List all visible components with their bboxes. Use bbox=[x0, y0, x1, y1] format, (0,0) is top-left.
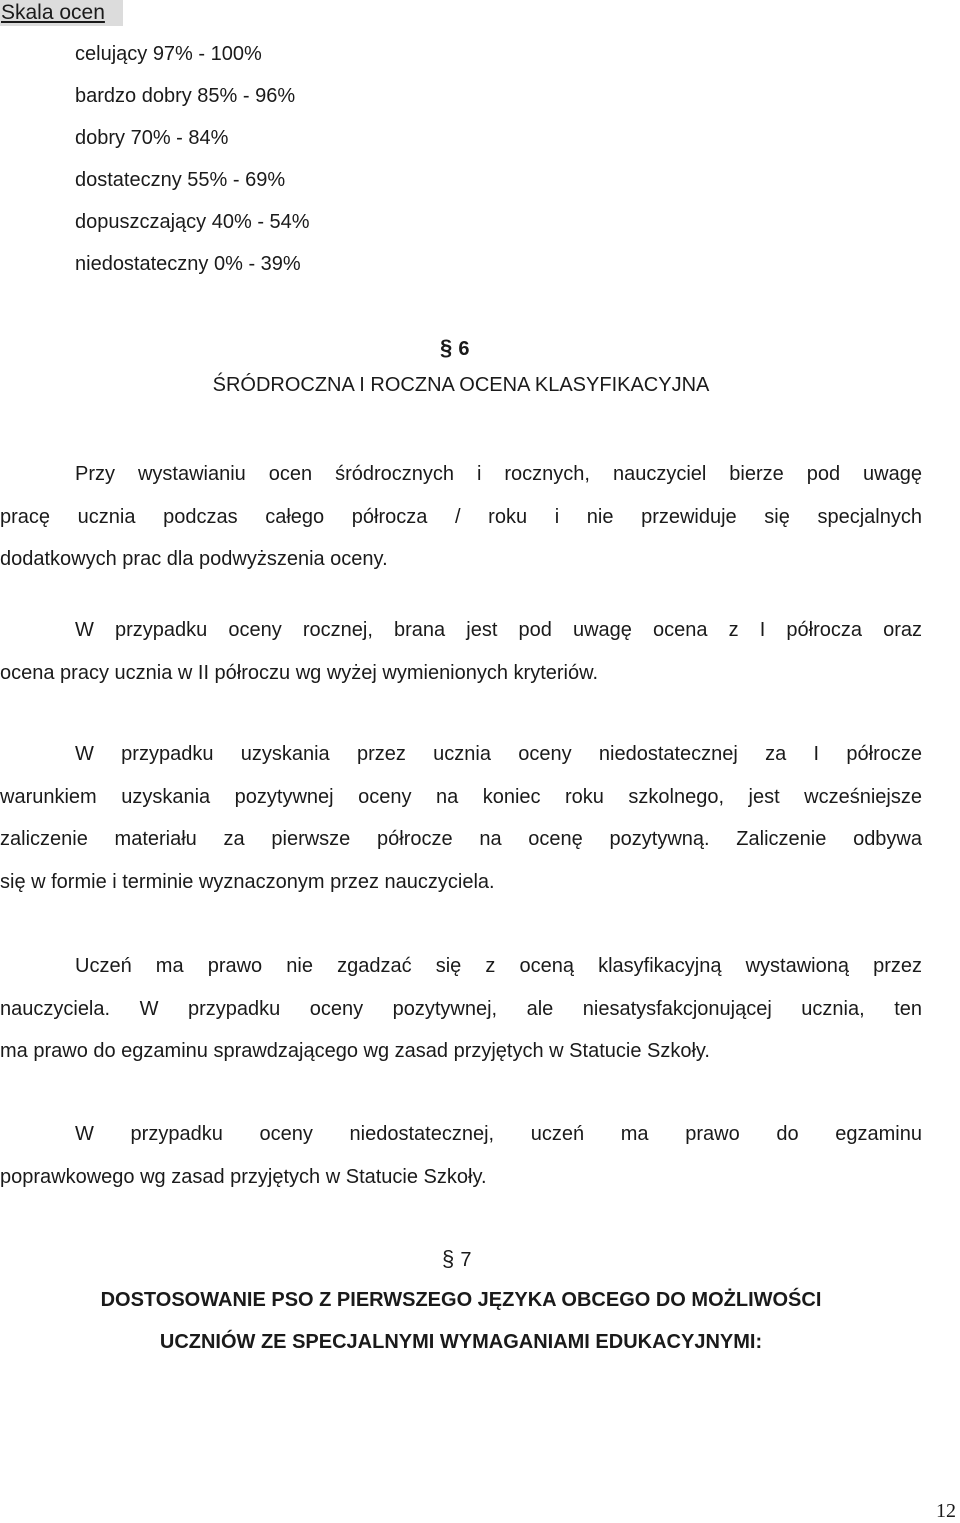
section-7-title-line-2: UCZNIÓW ZE SPECJALNYMI WYMAGANIAMI EDUKACYJNYMI: bbox=[159, 1331, 763, 1353]
paragraph-line: W przypadku oceny rocznej, brana jest pod uwagę ocena z I półrocza oraz bbox=[75, 619, 922, 641]
paragraph-line: ma prawo do egzaminu sprawdzającego wg zasad przyjętych w Statucie Szkoły. bbox=[0, 1040, 710, 1062]
paragraph-line: W przypadku oceny niedostatecznej, uczeń ma prawo do egzaminu bbox=[75, 1123, 922, 1145]
paragraph-line: W przypadku uzyskania przez ucznia oceny niedostatecznej za I półrocze bbox=[75, 743, 922, 765]
paragraph-line: nauczyciela. W przypadku oceny pozytywnej, ale niesatysfakcjonującej ucznia, ten bbox=[0, 997, 922, 1020]
section-sign: § bbox=[440, 335, 453, 360]
paragraph-line: Uczeń ma prawo nie zgadzać się z oceną klasyfikacyjną wystawioną przez bbox=[75, 955, 922, 977]
paragraph-line: zaliczenie materiału za pierwsze półrocze na ocenę pozytywną. Zaliczenie odbywa bbox=[0, 828, 922, 850]
paragraph-line: się w formie i terminie wyznaczonym przez nauczyciela. bbox=[0, 870, 495, 893]
paragraph-line: ocena pracy ucznia w II półroczu wg wyżej wymienionych kryteriów. bbox=[0, 661, 599, 684]
paragraph-line: pracę ucznia podczas całego półrocza / roku i nie przewiduje się specjalnych bbox=[0, 505, 922, 528]
paragraph-1 bbox=[0, 453, 922, 581]
paragraph-3 bbox=[0, 733, 922, 903]
paragraph-2 bbox=[0, 609, 922, 694]
grade-item-niedostateczny: niedostateczny 0% - 39% bbox=[75, 253, 301, 275]
section-7-marker bbox=[442, 1245, 472, 1274]
grade-item-bardzo-dobry: bardzo dobry 85% - 96% bbox=[75, 85, 296, 107]
paragraph-5 bbox=[0, 1113, 922, 1198]
grade-item-dostateczny: dostateczny 55% - 69% bbox=[75, 169, 286, 191]
paragraph-line: dodatkowych prac dla podwyższenia oceny. bbox=[0, 548, 388, 570]
paragraph-line: warunkiem uzyskania pozytywnej oceny na koniec roku szkolnego, jest wcześniejsze bbox=[0, 785, 922, 808]
grade-item-dopuszczajacy: dopuszczający 40% - 54% bbox=[75, 211, 310, 233]
page-number: 12 bbox=[936, 1500, 956, 1522]
grading-scale-list bbox=[75, 33, 310, 285]
section-number: 7 bbox=[460, 1249, 472, 1271]
grading-scale-title: Skala ocen bbox=[0, 0, 123, 26]
grade-item-celujacy: celujący 97% - 100% bbox=[75, 43, 262, 65]
paragraph-line: poprawkowego wg zasad przyjętych w Statucie Szkoły. bbox=[0, 1165, 487, 1188]
section-7-title-line-1: DOSTOSOWANIE PSO Z PIERWSZEGO JĘZYKA OBCEGO DO MOŻLIWOŚCI bbox=[100, 1289, 822, 1311]
paragraph-4 bbox=[0, 945, 922, 1073]
section-number: 6 bbox=[458, 338, 470, 360]
section-sign: § bbox=[442, 1246, 455, 1271]
section-6-marker bbox=[440, 334, 470, 363]
paragraph-line: Przy wystawianiu ocen śródrocznych i rocznych, nauczyciel bierze pod uwagę bbox=[75, 463, 922, 485]
grade-item-dobry: dobry 70% - 84% bbox=[75, 127, 229, 149]
section-6-title: ŚRÓDROCZNA I ROCZNA OCENA KLASYFIKACYJNA bbox=[212, 374, 710, 396]
